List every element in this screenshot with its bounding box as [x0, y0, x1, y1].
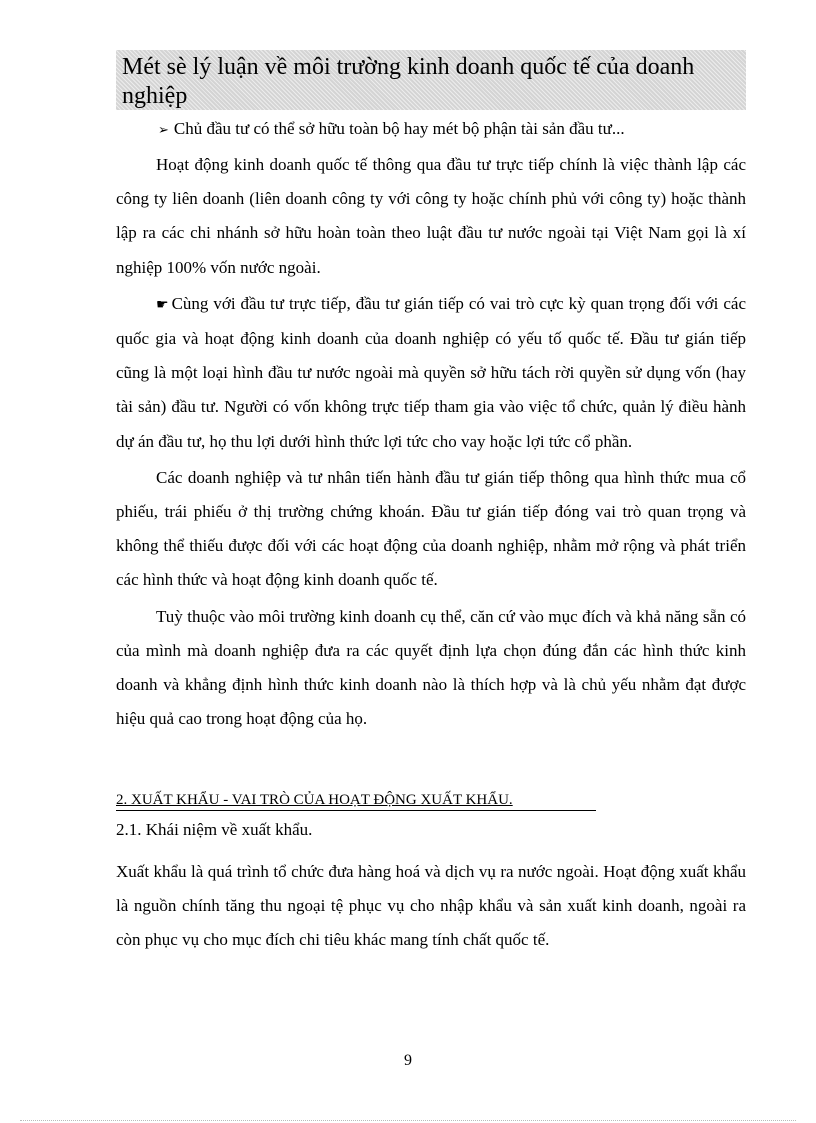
page-number: 9 [404, 1052, 412, 1069]
section-title-text: Mét sè lý luận về môi trường kinh doanh quốc tế của doanh nghiệp [122, 54, 695, 109]
section-title [116, 50, 746, 110]
heading-export: 2. XUẤT KHẨU - VAI TRÒ CỦA HOẠT ĐỘNG XUẤT KHẨU. [116, 790, 596, 811]
arrow-bullet-icon: ➢ [158, 123, 169, 138]
paragraph-securities: Các doanh nghiệp và tư nhân tiến hành đầu tư gián tiếp thông qua hình thức mua cổ phiếu, trái phiếu ở thị trường chứng khoán. Đầu tư gián tiếp đóng vai trò quan trọng và không thể thiếu được đối với các hoạt động của doanh nghiệp, nhằm mở rộng và phát triển các hình thức và hoạt động kinh doanh quốc tế. [116, 467, 746, 590]
subheading-export-concept: 2.1. Khái niệm về xuất khẩu. [116, 820, 313, 839]
bullet-item-text: Chủ đầu tư có thể sở hữu toàn bộ hay mét bộ phận tài sản đầu tư... [173, 119, 625, 138]
body-text [116, 148, 746, 736]
pointing-hand-icon: ☛ [156, 296, 169, 313]
paragraph-export-definition: Xuất khẩu là quá trình tổ chức đưa hàng hoá và dịch vụ ra nước ngoài. Hoạt động xuất khẩu là nguồn chính tăng thu ngoại tệ phục vụ cho nhập khẩu và sản xuất kinh doanh, ngoài ra còn phục vụ cho mục đích chi tiêu khác mang tính chất quốc tế. [116, 862, 746, 950]
paragraph-indirect-investment [116, 287, 746, 459]
paragraph-business-environment: Tuỳ thuộc vào môi trường kinh doanh cụ thể, căn cứ vào mục đích và khả năng sẵn có của mình mà doanh nghiệp đưa ra các quyết định lựa chọn đúng đắn các hình thức kinh doanh và khẳng định hình thức kinh doanh nào là thích hợp và là chủ yếu nhằm đạt được hiệu quả cao trong hoạt động của họ. [116, 606, 746, 729]
paragraph-indirect-investment-text: Cùng với đầu tư trực tiếp, đầu tư gián tiếp có vai trò cực kỳ quan trọng đối với các quốc gia và hoạt động kinh doanh của doanh nghiệp có yếu tố quốc tế. Đầu tư gián tiếp cũng là một loại hình đầu tư nước ngoài mà quyền sở hữu tách rời quyền sử dụng vốn (hay tài sản) đầu tư. Người có vốn không trực tiếp tham gia vào việc tổ chức, quản lý điều hành dự án đầu tư, họ thu lợi dưới hình thức lợi tức cho vay hoặc lợi tức cổ phần. [116, 293, 746, 451]
page-bottom-divider [20, 1120, 796, 1121]
export-definition [116, 855, 746, 958]
paragraph-direct-investment: Hoạt động kinh doanh quốc tế thông qua đầu tư trực tiếp chính là việc thành lập các công ty liên doanh (liên doanh công ty với công ty hoặc chính phủ với công ty) hoặc thành lập ra các chi nhánh sở hữu hoàn toàn theo luật đầu tư nước ngoài tại Việt Nam gọi là xí nghiệp 100% vốn nước ngoài. [116, 155, 746, 277]
bullet-item [158, 116, 748, 144]
